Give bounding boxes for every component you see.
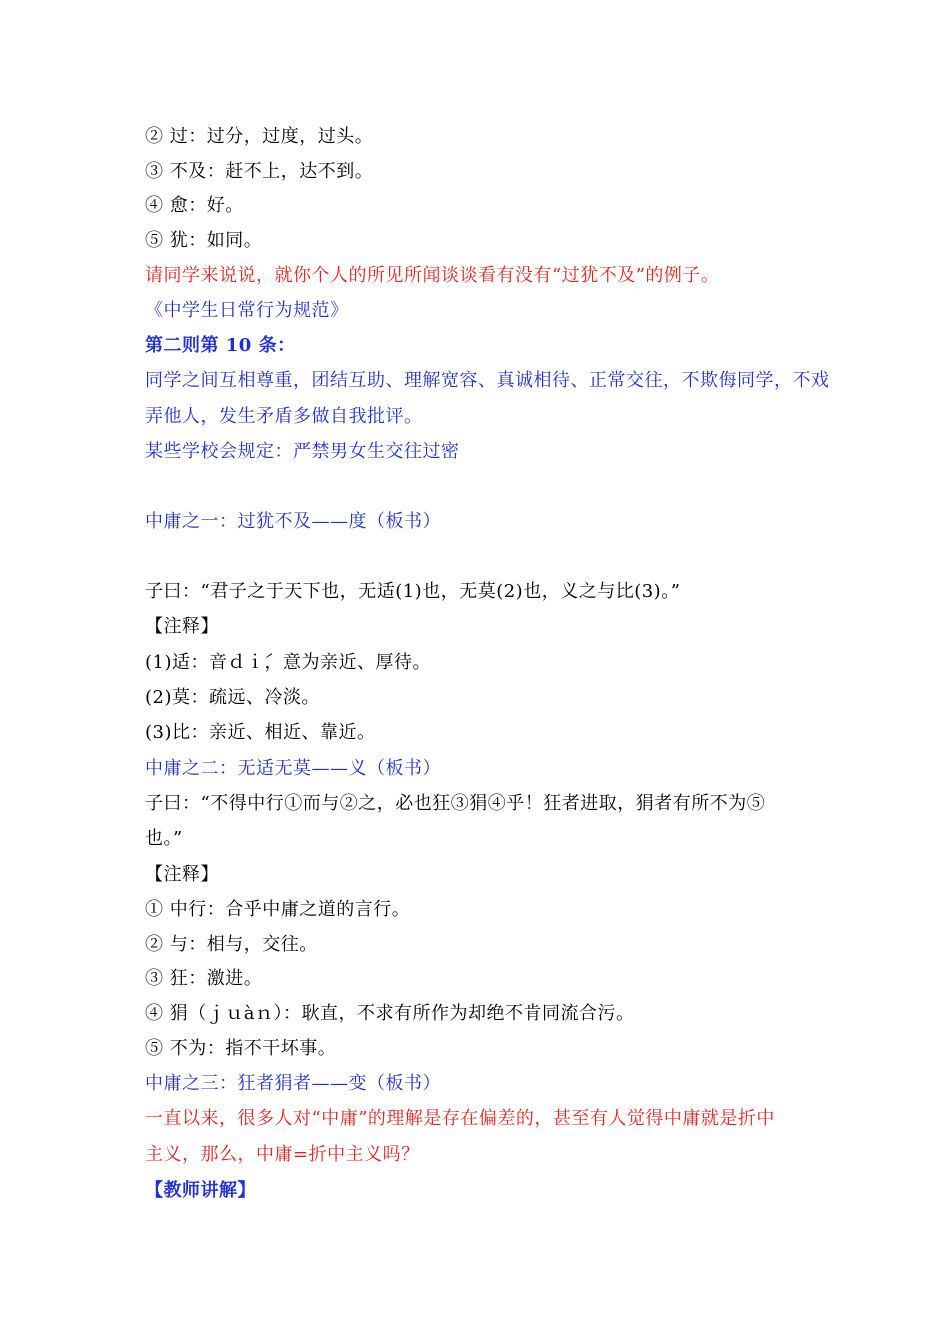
reference-title: 《中学生日常行为规范》 (145, 300, 349, 321)
note-line: ④ 狷（ｊｕàｎ）：耿直，不求有所作为却绝不肯同流合污。 (145, 1003, 635, 1024)
question-text: 主义，那么，中庸=折中主义吗？ (145, 1144, 420, 1165)
reference-text: 某些学校会规定：严禁男女生交往过密 (145, 441, 460, 462)
note-line: (3)比：亲近、相近、靠近。 (145, 722, 376, 743)
note-line: ④ 愈：好。 (145, 195, 244, 216)
annotation-heading: 【注释】 (145, 864, 219, 885)
quote-line: 子曰：“君子之于天下也，无适(1)也，无莫(2)也，义之与比(3)。” (145, 581, 681, 602)
teacher-explanation-heading: 【教师讲解】 (145, 1180, 256, 1201)
note-line: ① 中行：合乎中庸之道的言行。 (145, 899, 411, 920)
section-heading: 中庸之二：无适无莫——义（板书） (145, 758, 441, 779)
quote-line: 也。” (145, 828, 183, 849)
reference-article: 第二则第 10 条： (145, 335, 296, 356)
note-line: ③ 狂：激进。 (145, 968, 263, 989)
section-heading: 中庸之三：狂者狷者——变（板书） (145, 1073, 441, 1094)
section-heading: 中庸之一：过犹不及——度（板书） (145, 511, 441, 532)
note-line: ⑤ 犹：如同。 (145, 230, 263, 251)
note-line: (2)莫：疏远、冷淡。 (145, 687, 320, 708)
quote-line: 子曰：“不得中行①而与②之，必也狂③狷④乎！狂者进取，狷者有所不为⑤ (145, 793, 766, 814)
note-line: (1)适：音ｄｉ́，意为亲近、厚待。 (145, 652, 431, 673)
note-line: ② 与：相与，交往。 (145, 934, 318, 955)
question-text: 一直以来，很多人对“中庸”的理解是存在偏差的，甚至有人觉得中庸就是折中 (145, 1108, 775, 1129)
reference-text: 弄他人，发生矛盾多做自我批评。 (145, 406, 423, 427)
note-line: ③ 不及：赶不上，达不到。 (145, 161, 374, 182)
reference-text: 同学之间互相尊重，团结互助、理解宽容、真诚相待、正常交往，不欺侮同学，不戏 (145, 370, 830, 391)
note-line: ② 过：过分，过度，过头。 (145, 126, 374, 147)
discussion-prompt: 请同学来说说，就你个人的所见所闻谈谈看有没有“过犹不及”的例子。 (145, 265, 720, 286)
note-line: ⑤ 不为：指不干坏事。 (145, 1038, 337, 1059)
annotation-heading: 【注释】 (145, 616, 219, 637)
